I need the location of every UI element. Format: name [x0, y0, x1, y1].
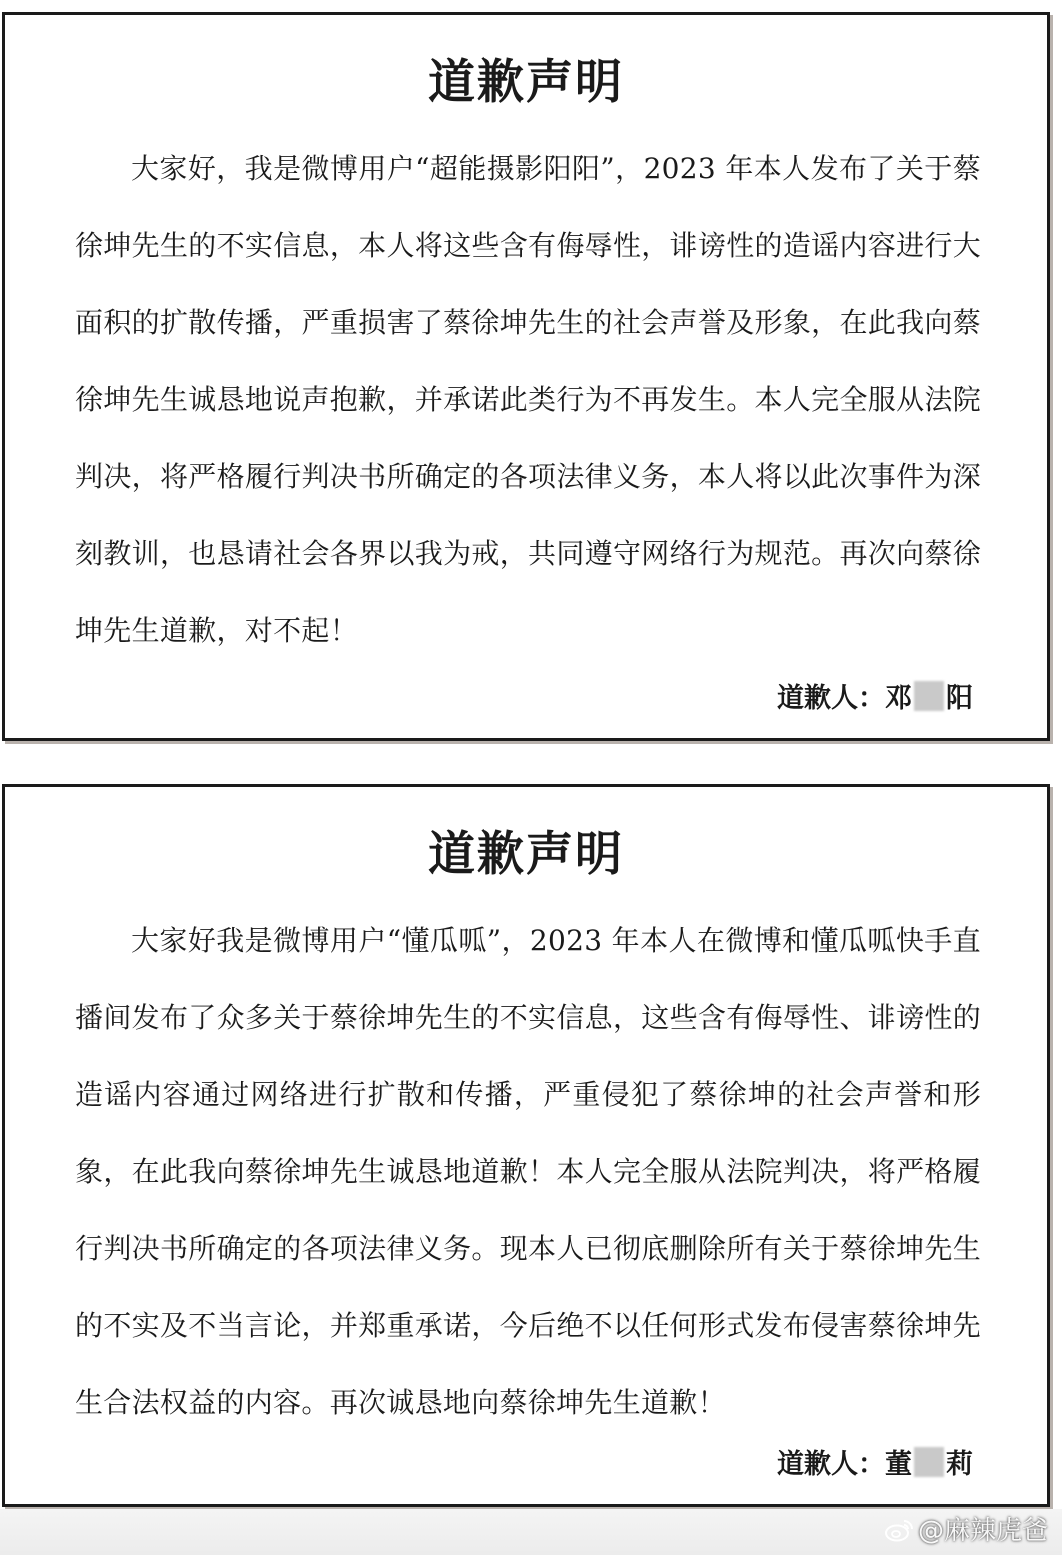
signature-name-last: 阳: [946, 683, 973, 714]
signature: [777, 1445, 973, 1485]
statement-body: 大家好，我是微博用户“超能摄影阳阳”，2023 年本人发布了关于蔡徐坤先生的不实信息，本人将这些含有侮辱性，诽谤性的造谣内容进行大面积的扩散传播，严重损害了蔡徐坤先生的社会声誉及形象，在此我向蔡徐坤先生诚恳地说声抱歉，并承诺此类行为不再发生。本人完全服从法院判决，将严格履行判决书所确定的各项法律义务，本人将以此次事件为深刻教训，也恳请社会各界以我为戒，共同遵守网络行为规范。再次向蔡徐坤先生道歉，对不起！: [75, 152, 981, 647]
watermark-text: @麻辣虎爸: [917, 1516, 1048, 1546]
apology-statement-1: [2, 12, 1050, 741]
statement-title: 道歉声明: [428, 827, 624, 882]
signature-label: 道歉人：: [777, 1449, 885, 1480]
redacted-name-blur: [914, 681, 944, 711]
signature-name-first: 董: [885, 1449, 912, 1480]
statement-body: 大家好我是微博用户“懂瓜呱”，2023 年本人在微博和懂瓜呱快手直播间发布了众多关于蔡徐坤先生的不实信息，这些含有侮辱性、诽谤性的造谣内容通过网络进行扩散和传播，严重侵犯了蔡徐坤的社会声誉和形象，在此我向蔡徐坤先生诚恳地道歉！本人完全服从法院判决，将严格履行判决书所确定的各项法律义务。现本人已彻底删除所有关于蔡徐坤先生的不实及不当言论，并郑重承诺，今后绝不以任何形式发布侵害蔡徐坤先生合法权益的内容。再次诚恳地向蔡徐坤先生道歉！: [75, 924, 981, 1419]
weibo-watermark: [884, 1510, 1048, 1547]
weibo-icon: [884, 1518, 914, 1542]
signature-name-first: 邓: [885, 683, 912, 714]
apology-statement-2: [2, 784, 1050, 1507]
signature: [777, 679, 973, 719]
statement-title: 道歉声明: [428, 55, 624, 110]
signature-label: 道歉人：: [777, 683, 885, 714]
redacted-name-blur: [914, 1447, 944, 1477]
signature-name-last: 莉: [946, 1449, 973, 1480]
